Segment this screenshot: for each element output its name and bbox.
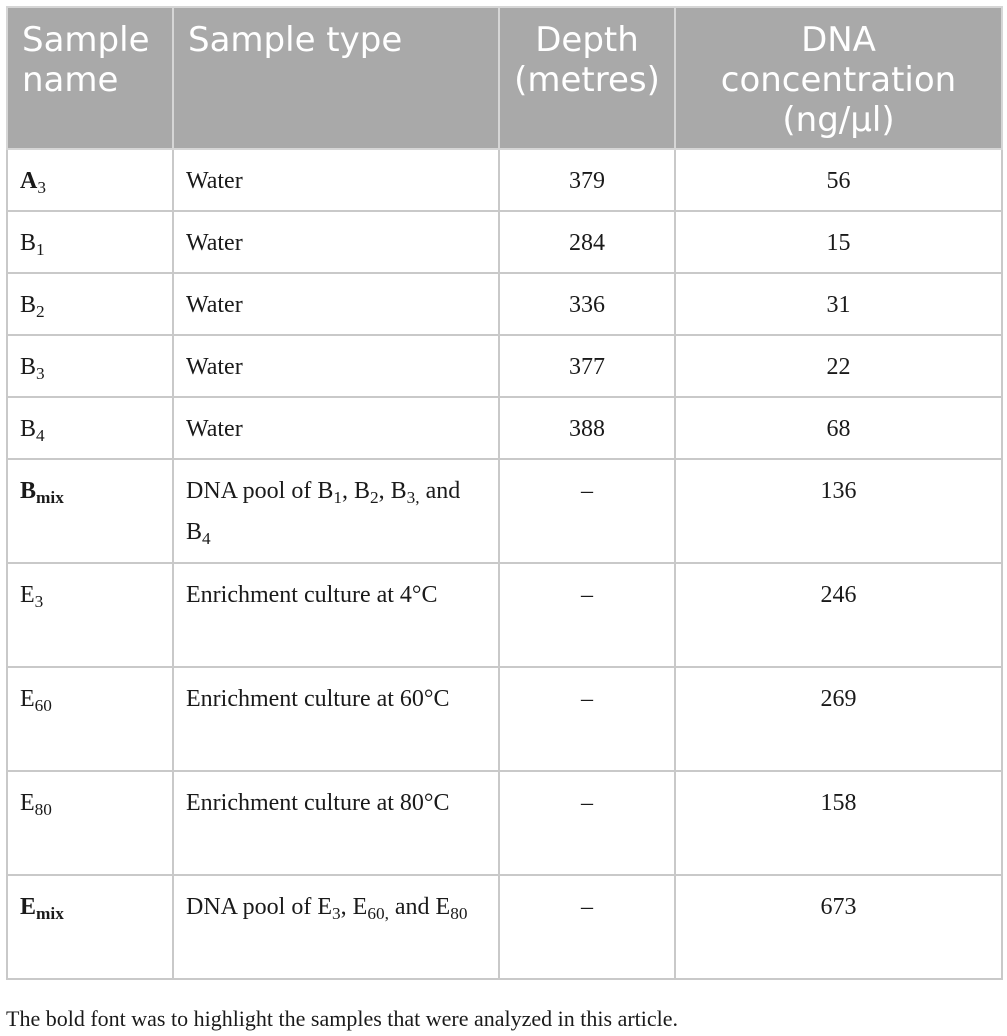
sample-name-cell bbox=[7, 667, 173, 771]
sample-name-cell bbox=[7, 211, 173, 273]
sample-name-subscript: 3 bbox=[36, 363, 45, 383]
header-sample-name: Sample name bbox=[7, 7, 173, 149]
depth-cell: 284 bbox=[499, 211, 675, 273]
type-subscript: 80 bbox=[450, 903, 468, 923]
sample-name: B bbox=[20, 416, 37, 442]
sample-name-cell bbox=[7, 273, 173, 335]
sample-name: E bbox=[20, 582, 35, 608]
table-row bbox=[7, 563, 1002, 667]
sample-name-cell bbox=[7, 459, 173, 563]
dna-cell: 246 bbox=[675, 563, 1002, 667]
type-text: , B bbox=[341, 478, 370, 504]
header-row bbox=[7, 7, 1002, 149]
depth-cell: 388 bbox=[499, 397, 675, 459]
sample-name-subscript: 2 bbox=[36, 301, 45, 321]
header-dna-unit: (ng/µl) bbox=[782, 100, 895, 140]
type-subscript: 2 bbox=[370, 487, 379, 507]
sample-name-cell bbox=[7, 875, 173, 979]
sample-name-subscript: 3 bbox=[37, 177, 46, 197]
dna-cell: 22 bbox=[675, 335, 1002, 397]
table-row bbox=[7, 459, 1002, 563]
sample-type-cell: Enrichment culture at 60°C bbox=[173, 667, 499, 771]
sample-name: E bbox=[20, 894, 37, 920]
dna-cell: 15 bbox=[675, 211, 1002, 273]
sample-name-cell bbox=[7, 771, 173, 875]
sample-type-cell: Water bbox=[173, 335, 499, 397]
sample-name: A bbox=[20, 168, 38, 194]
sample-name-subscript: 4 bbox=[36, 425, 45, 445]
sample-type-cell bbox=[173, 459, 499, 563]
sample-name-cell bbox=[7, 149, 173, 211]
header-dna-label: DNA concentration bbox=[720, 20, 957, 100]
header-dna-concentration bbox=[675, 7, 1002, 149]
dna-cell: 158 bbox=[675, 771, 1002, 875]
table-footnote: The bold font was to highlight the samples that were analyzed in this article. bbox=[6, 1006, 679, 1031]
depth-cell: – bbox=[499, 771, 675, 875]
depth-cell: – bbox=[499, 875, 675, 979]
sample-name: E bbox=[20, 686, 35, 712]
sample-name: B bbox=[20, 354, 37, 380]
type-subscript: 3 bbox=[332, 903, 341, 923]
header-sample-type: Sample type bbox=[173, 7, 499, 149]
table-row bbox=[7, 667, 1002, 771]
sample-name: B bbox=[20, 292, 37, 318]
depth-cell: – bbox=[499, 667, 675, 771]
type-text: DNA pool of B bbox=[186, 478, 334, 504]
header-depth: Depth (metres) bbox=[499, 7, 675, 149]
type-subscript: 3, bbox=[406, 487, 420, 507]
table-row bbox=[7, 273, 1002, 335]
type-subscript: 4 bbox=[202, 528, 211, 548]
sample-name-subscript: mix bbox=[36, 487, 64, 507]
sample-name: B bbox=[20, 230, 37, 256]
table-row bbox=[7, 397, 1002, 459]
sample-name-subscript: 80 bbox=[34, 799, 52, 819]
sample-type-cell: Water bbox=[173, 211, 499, 273]
sample-name-subscript: 3 bbox=[34, 591, 44, 611]
table-row bbox=[7, 875, 1002, 979]
type-text: , B bbox=[378, 478, 407, 504]
depth-cell: – bbox=[499, 563, 675, 667]
type-subscript: 60, bbox=[367, 903, 389, 923]
dna-cell: 56 bbox=[675, 149, 1002, 211]
sample-name-cell bbox=[7, 335, 173, 397]
depth-cell: 336 bbox=[499, 273, 675, 335]
sample-type-cell: Water bbox=[173, 149, 499, 211]
dna-cell: 31 bbox=[675, 273, 1002, 335]
table-row bbox=[7, 149, 1002, 211]
type-text: , E bbox=[340, 894, 368, 920]
type-text: and B bbox=[186, 478, 461, 545]
sample-type-cell: Water bbox=[173, 397, 499, 459]
samples-table bbox=[6, 6, 1003, 980]
sample-name-subscript: 1 bbox=[36, 239, 45, 259]
sample-type-cell bbox=[173, 875, 499, 979]
dna-cell: 269 bbox=[675, 667, 1002, 771]
dna-cell: 136 bbox=[675, 459, 1002, 563]
table-row bbox=[7, 211, 1002, 273]
dna-cell: 673 bbox=[675, 875, 1002, 979]
dna-cell: 68 bbox=[675, 397, 1002, 459]
sample-name-subscript: 60 bbox=[34, 695, 52, 715]
sample-type-cell: Enrichment culture at 80°C bbox=[173, 771, 499, 875]
sample-name-cell bbox=[7, 563, 173, 667]
type-text: DNA pool of E bbox=[186, 894, 332, 920]
sample-name-subscript: mix bbox=[36, 903, 64, 923]
sample-name-cell bbox=[7, 397, 173, 459]
type-subscript: 1 bbox=[333, 487, 342, 507]
sample-type-cell: Enrichment culture at 4°C bbox=[173, 563, 499, 667]
depth-cell: 377 bbox=[499, 335, 675, 397]
sample-type-cell: Water bbox=[173, 273, 499, 335]
sample-name: E bbox=[20, 790, 35, 816]
sample-name: B bbox=[20, 478, 37, 504]
table-row bbox=[7, 335, 1002, 397]
table-row bbox=[7, 771, 1002, 875]
type-text: and E bbox=[388, 894, 451, 920]
depth-cell: – bbox=[499, 459, 675, 563]
depth-cell: 379 bbox=[499, 149, 675, 211]
